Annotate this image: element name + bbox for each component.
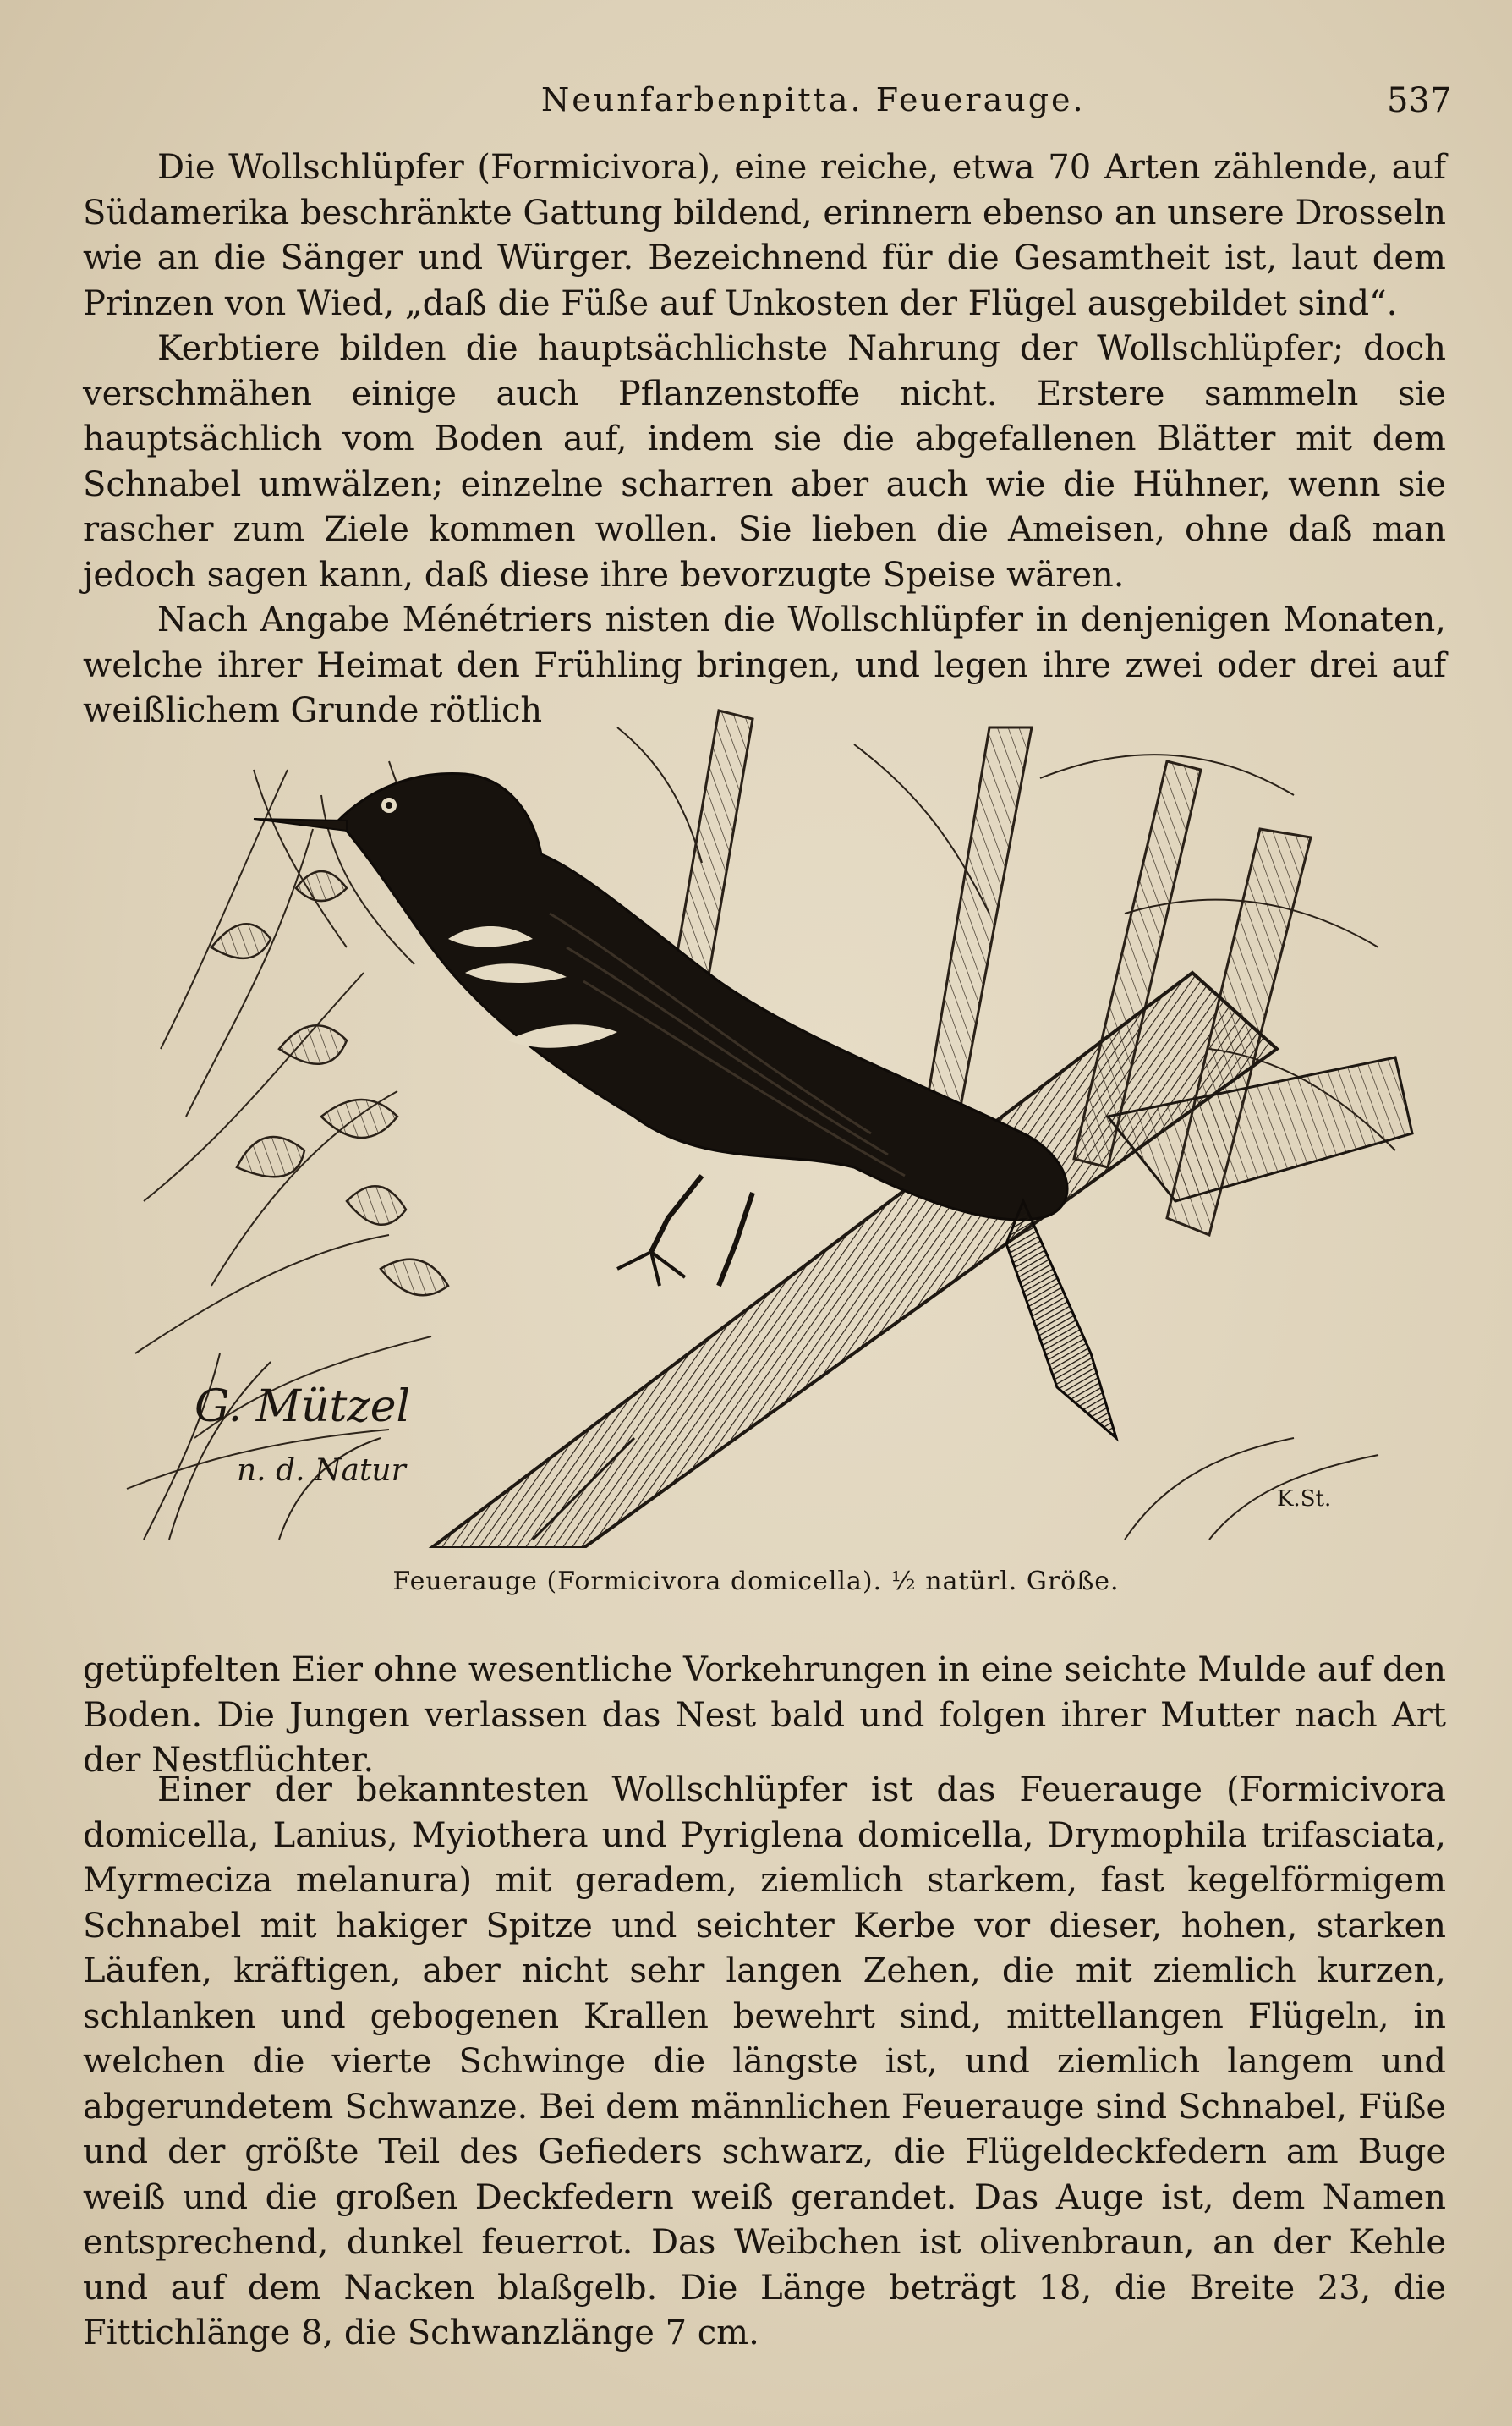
paragraph-eggs: getüpfelten Eier ohne wesentliche Vorkehrungen in eine seichte Mulde auf den Boden. Die Jungen verlassen das Nest bald und folgen ihrer Mutter nach Art der Nestflüchter. [83, 1650, 1446, 1780]
paragraph-feuerauge: Einer der bekanntesten Wollschlüpfer ist das Feuerauge (Formicivora domicella, Lanius, Myiothera und Pyriglena domicella, Drymophila trifasciata, Myrmeciza melanura) mit geradem, ziemlich starkem, fast kegelförmigem Schnabel mit hakiger Spitze und seichter Kerbe vor dieser, hohen, starken Läufen, kräftigen, aber nicht sehr langen Zehen, die mit ziemlich kurzen, schlanken und gebogenen Krallen bewehrt sind, mittellangen Flügeln, in welchen die vierte Schwinge die längste ist, und ziemlich langem und abgerundetem Schwanze. Bei dem männlichen Feuerauge sind Schnabel, Füße und der größte Teil des Gefieders schwarz, die Flügeldeckfedern am Buge weiß und die großen Deckfedern weiß gerandet. Das Auge ist, dem Namen entsprechend, dunkel feuerrot. Das Weibchen ist olivenbraun, an der Kehle und auf dem Nacken blaßgelb. Die Länge beträgt 18, die Breite 23, die Fittichlänge 8, die Schwanzlänge 7 cm. [83, 1770, 1446, 2352]
engraver-mark: K.St. [1277, 1486, 1332, 1512]
bird-illustration [110, 694, 1429, 1548]
running-title: Neunfarbenpitta. Feuerauge. [541, 81, 1086, 118]
paragraph-nesting: Nach Angabe Ménétriers nisten die Wollschlüpfer in denjenigen Monaten, welche ihrer Heimat den Frühling bringen, und legen ihre zwei oder drei auf weißlichem Grunde rötlich [83, 601, 1446, 730]
page-number: 537 [1387, 81, 1452, 120]
text-block-bottom [83, 1768, 1446, 2357]
artist-signature: G. Mützel [194, 1381, 411, 1432]
running-head [0, 78, 1512, 129]
text-block-mid [83, 1648, 1446, 1784]
figure-caption: Feuerauge (Formicivora domicella). ½ natürl. Größe. [392, 1567, 1120, 1596]
text-block-top [83, 145, 1446, 734]
artist-signature-note: n. d. Natur [237, 1453, 406, 1488]
paragraph-intro: Die Wollschlüpfer (Formicivora), eine reiche, etwa 70 Arten zählende, auf Südamerika beschränkte Gattung bildend, erinnern ebenso an unsere Drosseln wie an die Sänger und Würger. Bezeichnend für die Gesamtheit ist, laut dem Prinzen von Wied, „daß die Füße auf Unkosten der Flügel ausgebildet sind“. [83, 148, 1446, 323]
paragraph-diet: Kerbtiere bilden die hauptsächlichste Nahrung der Wollschlüpfer; doch verschmähen einige auch Pflanzenstoffe nicht. Erstere sammeln sie hauptsächlich vom Boden auf, indem sie die abgefallenen Blätter mit dem Schnabel umwälzen; einzelne scharren aber auch wie die Hühner, wenn sie rascher zum Ziele kommen wollen. Sie lieben die Ameisen, ohne daß man jedoch sagen kann, daß diese ihre bevorzugte Speise wären. [83, 329, 1446, 595]
